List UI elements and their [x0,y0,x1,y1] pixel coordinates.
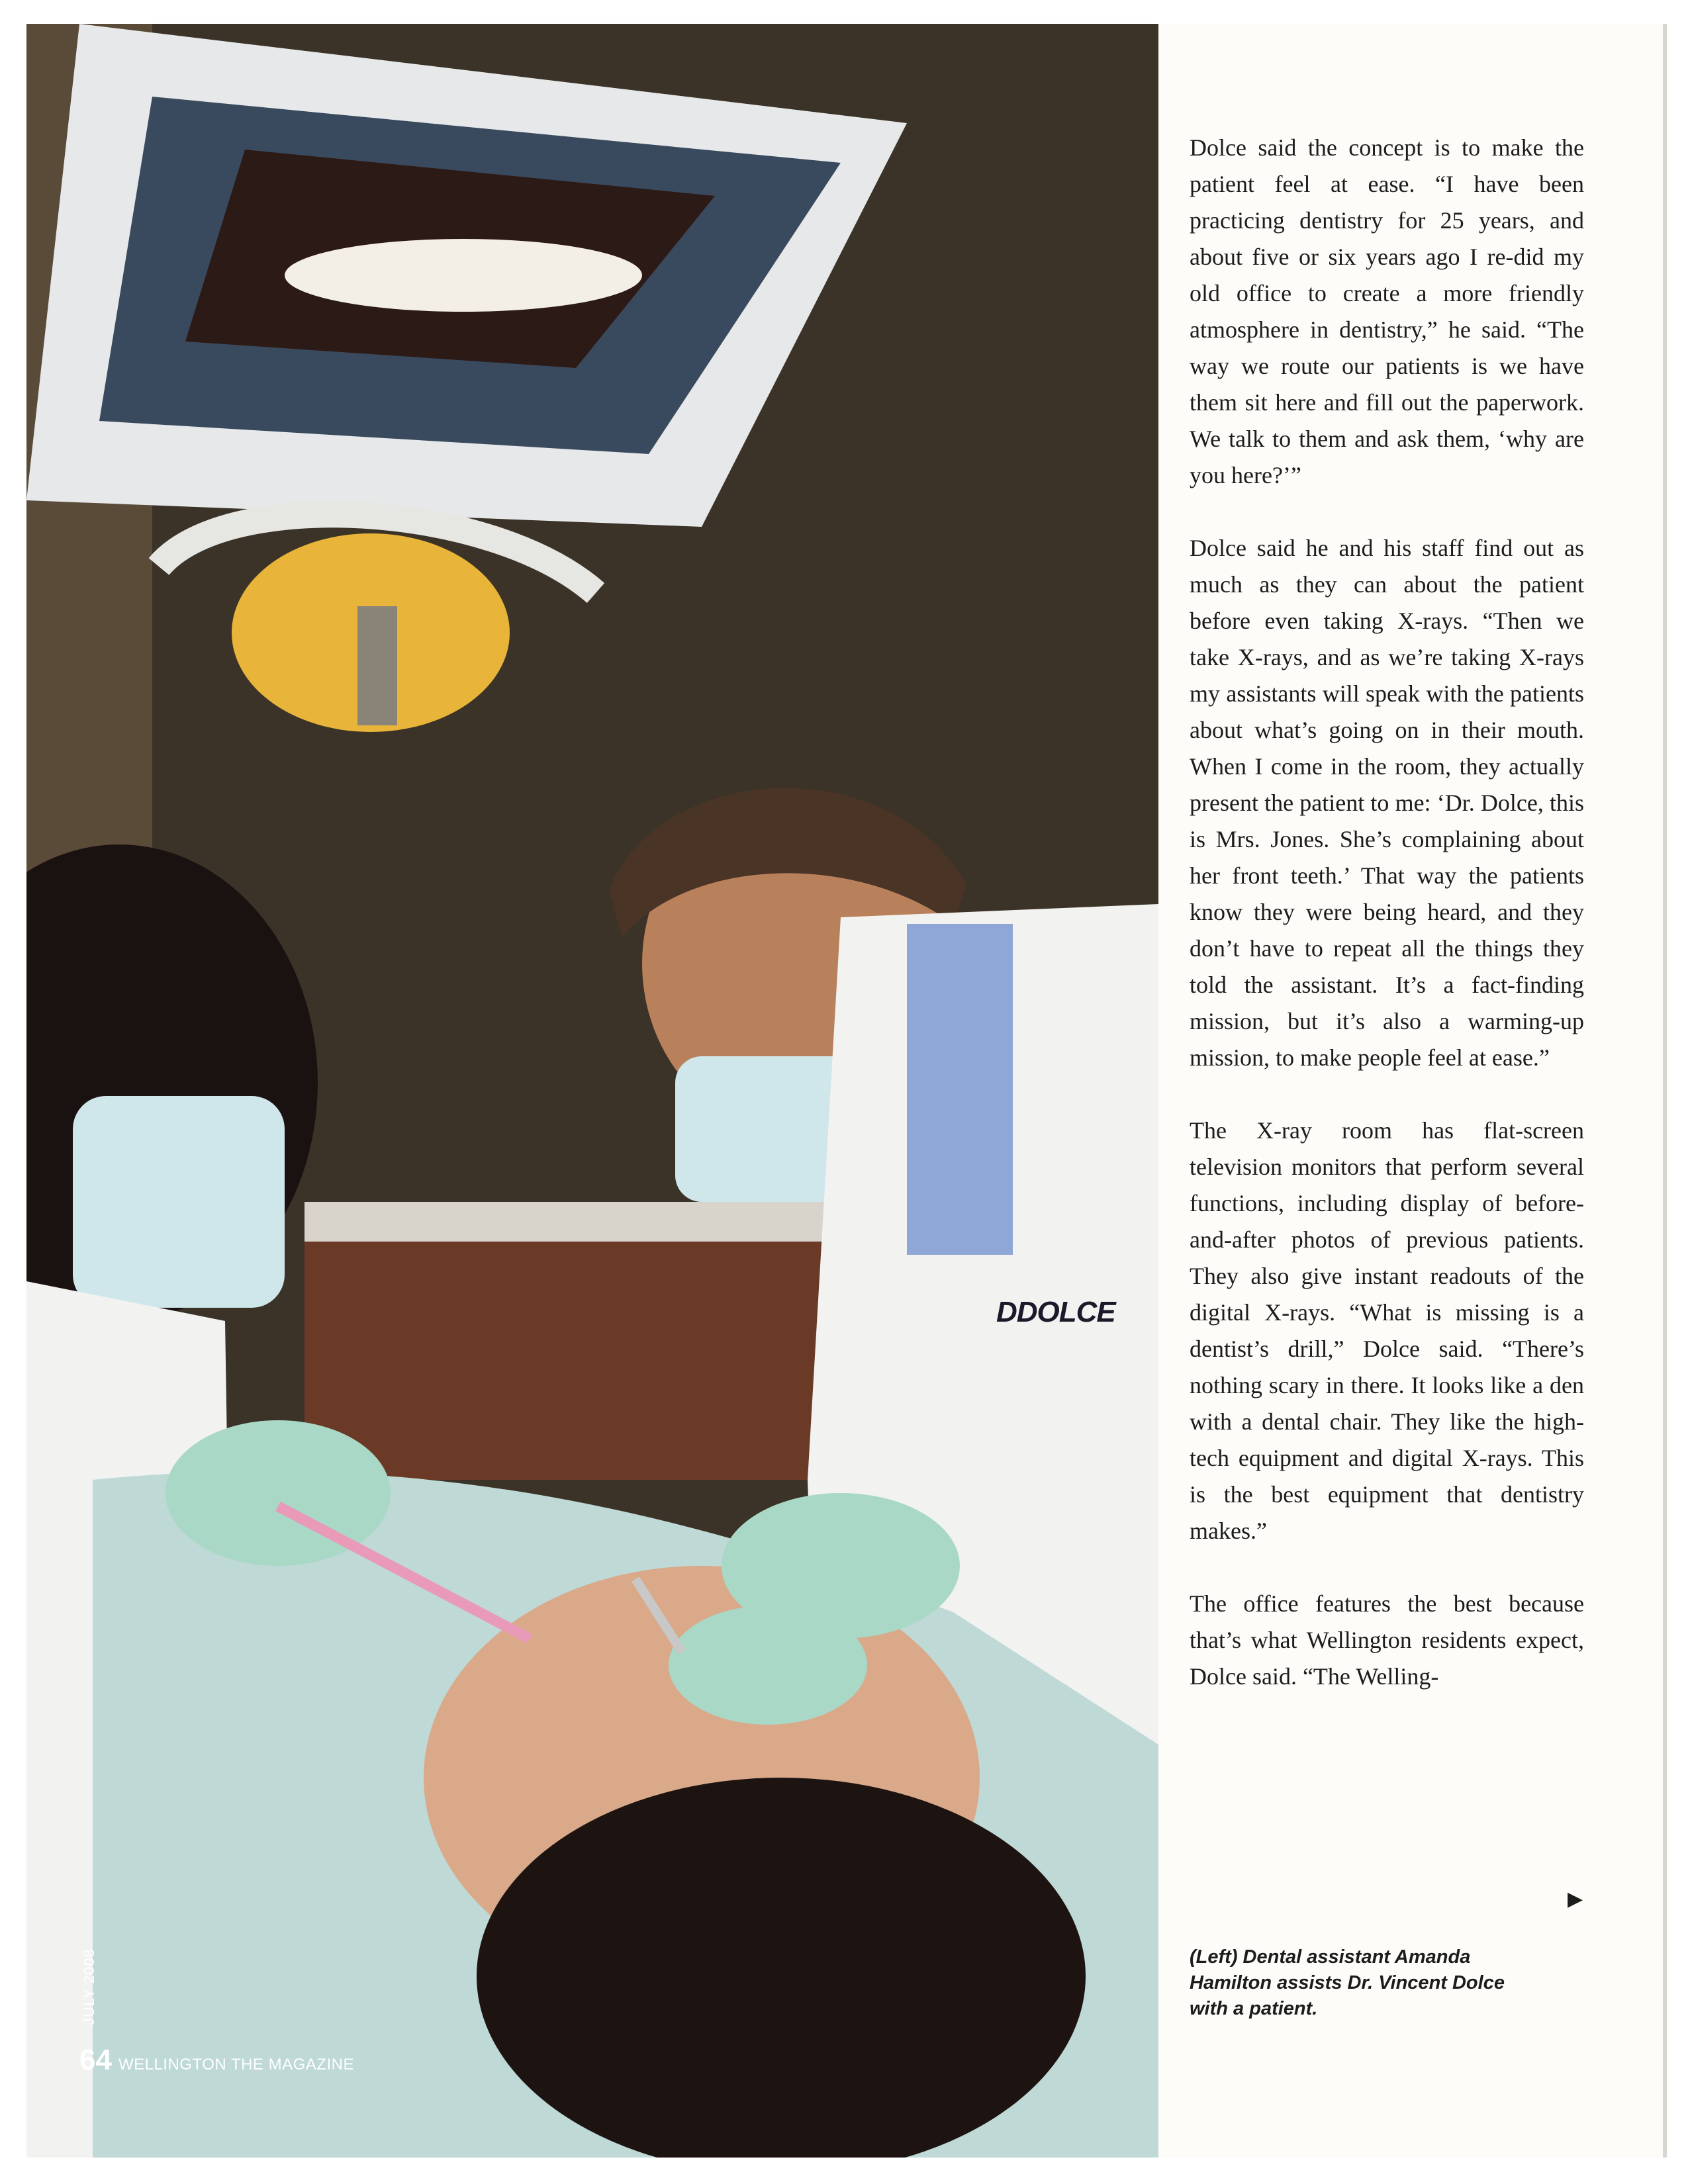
magazine-name: WELLINGTON THE MAGAZINE [118,2056,354,2073]
dentist-glove-2 [669,1606,867,1725]
screen-teeth [285,239,642,312]
paragraph: Dolce said the concept is to make the patient feel at ease. “I have been practicing dentistry for 25 years, and about five or six years ago I re-did my old office to create a more friendly atmosphere in dentistry,” he said. “The way we route our patients is we have them sit here and fill out the paperwork. We talk to them and ask them, ‘why are you here?’” [1190,134,1584,488]
page-number: 64 [79,2044,112,2076]
assistant-mask [73,1096,285,1308]
dentist-shirt [907,924,1013,1255]
photo-caption: (Left) Dental assistant Amanda Hamilton assists Dr. Vincent Dolce with a patient. [1190,1946,1505,2019]
coat-logo: DDOLCE [996,1296,1115,1328]
paragraph: Dolce said he and his staff find out as much as they can about the patient before even taking X-rays. “Then we take X-rays, and as we’re taking X-rays my assistants will speak with the patients about what’s going on in their mouth. When I come in the room, they actually present the patient to me: ‘Dr. Dolce, this is Mrs. Jones. She’s complaining about her front teeth.’ That way the patients know they were being heard, and they don’t have to repeat all the things they told the assistant. It’s a fact-finding mission, but it’s also a warming-up mission, to make people feel at ease.” [1190,535,1584,1071]
continue-arrow-icon: ▶ [1568,1888,1583,1911]
page-edge [1663,24,1667,2158]
folio [79,2044,354,2077]
paragraph: The X-ray room has flat-screen television monitors that perform several functions, including display of before-and-after photos of previous patients. They also give instant readouts of the digital X-rays. “What is missing is a dentist’s drill,” Dolce said. “There’s nothing scary in there. It looks like a den with a dental chair. They like the high-tech equipment and digital X-rays. This is the best equipment that dentistry makes.” [1190,1117,1584,1544]
dental-office-photo [26,24,1158,2158]
paragraph: The office features the best because that’s what Wellington residents expect, Dolce said. “The Welling- [1190,1590,1584,1690]
issue-date: JULY 2008 [81,1948,97,2025]
cabinet [305,1242,847,1480]
article-body [1190,130,1584,1731]
patient-hair [477,1778,1086,2158]
lamp-stem [357,606,397,725]
photo-illustration [26,24,1158,2158]
